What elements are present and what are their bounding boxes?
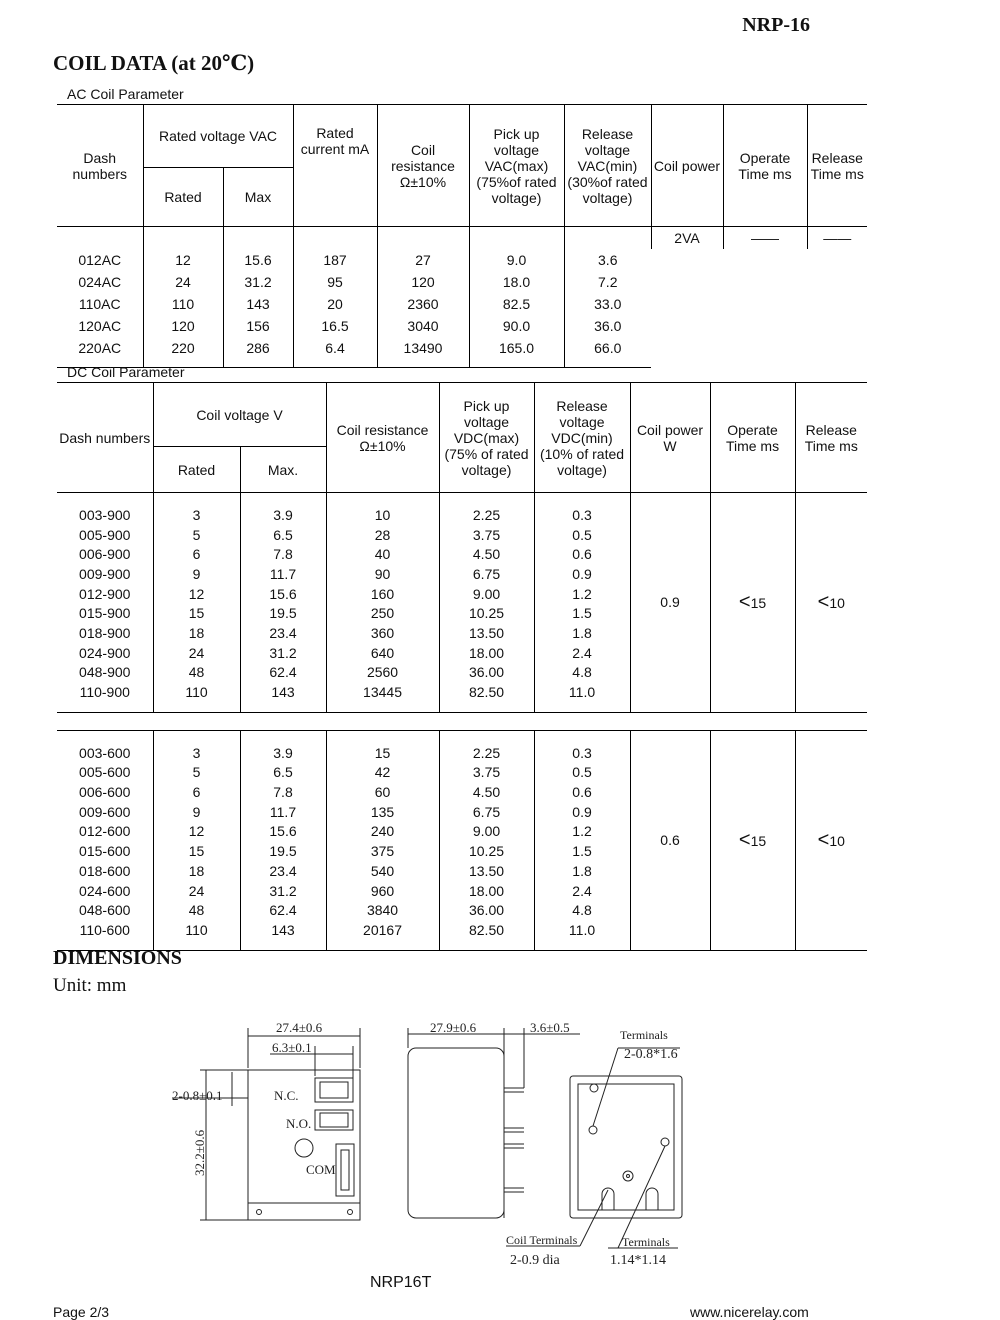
dc-rated-cell: 110 <box>153 920 240 940</box>
dc-operate-value <box>710 730 795 950</box>
ac-resistance-cell: 120 <box>377 271 469 293</box>
terminals-2-spec: 1.14*1.14 <box>610 1253 666 1268</box>
ac-hdr-power: Coil power <box>651 105 723 227</box>
ac-resistance-cell: 3040 <box>377 315 469 337</box>
dc-rated-cell: 9 <box>153 802 240 822</box>
dc-power-value: 0.9 <box>630 493 710 713</box>
ac-rated-cell: 120 <box>143 315 223 337</box>
dc-max-cell: 15.6 <box>240 822 326 842</box>
dc-dash-cell: 110-900 <box>79 684 130 701</box>
dc-resistance-cell: 375 <box>326 841 439 861</box>
dc-dash-cell: 110-600 <box>79 921 130 938</box>
ac-power-value: 2VA <box>651 227 723 250</box>
ac-release-cell: 7.2 <box>564 271 651 293</box>
dimension-drawing <box>150 1008 710 1270</box>
ac-rated-cell: 110 <box>143 293 223 315</box>
ac-hdr-dash: Dash numbers <box>57 105 143 227</box>
ac-dash-cell: 120AC <box>78 318 122 334</box>
dc-rated-cell: 24 <box>153 881 240 901</box>
ac-resistance-cell: 2360 <box>377 293 469 315</box>
dc-dash-cell: 003-600 <box>79 744 131 761</box>
less-than-symbol: < <box>738 828 751 851</box>
dc-power-value: 0.6 <box>630 730 710 950</box>
ac-rated-cell: 12 <box>143 249 223 271</box>
dc-max-cell: 19.5 <box>240 841 326 861</box>
dc-pad-cell <box>240 702 326 713</box>
dc-max-cell: 7.8 <box>240 544 326 564</box>
com-terminal <box>336 1144 354 1196</box>
ac-max-cell: 286 <box>223 337 293 359</box>
dc-resistance-cell: 42 <box>326 763 439 783</box>
front-view-body <box>248 1070 360 1220</box>
dc-release-cell: 11.0 <box>534 920 630 940</box>
ac-hdr-resistance-label: Coil resistance <box>391 141 455 174</box>
dc-rated-cell: 18 <box>153 623 240 643</box>
dc-pad-cell <box>534 702 630 713</box>
dc-rated-cell: 24 <box>153 643 240 663</box>
dc-release-cell: 0.6 <box>534 544 630 564</box>
dc-dash-cell: 048-600 <box>79 902 131 919</box>
dc-release-cell: 1.8 <box>534 861 630 881</box>
dc-release-cell: 2.4 <box>534 643 630 663</box>
com-terminal-inner <box>341 1150 349 1190</box>
dc-hdr-resistance-label: Coil resistance <box>336 421 429 438</box>
dc-max-cell: 31.2 <box>240 881 326 901</box>
coil-terminals-spec: 2-0.9 dia <box>510 1253 560 1268</box>
time-value: 10 <box>829 832 845 849</box>
side-width-label: 27.9±0.6 <box>430 1020 477 1035</box>
ac-resistance-cell: 13490 <box>377 337 469 359</box>
side-pin-len-label: 3.6±0.5 <box>530 1020 570 1035</box>
dim-height-label: 32.2±0.6 <box>192 1129 207 1176</box>
ac-release-value: —— <box>807 227 867 250</box>
terminals-spec: 2-0.8*1.6 <box>624 1047 678 1062</box>
dc-rated-cell: 12 <box>153 584 240 604</box>
dc-pad-cell <box>439 730 534 743</box>
dc-max-cell: 6.5 <box>240 525 326 545</box>
dc-pad-cell <box>439 702 534 713</box>
side-view-body <box>408 1048 504 1218</box>
dc-resistance-cell: 640 <box>326 643 439 663</box>
document-id: NRP-16 <box>742 14 810 36</box>
dc-release-value <box>795 730 867 950</box>
dc-pad-cell <box>240 940 326 951</box>
dc-dash-cell: 012-600 <box>79 823 131 840</box>
dc-pad-cell <box>534 940 630 951</box>
time-value: 10 <box>829 594 845 611</box>
dc-rated-cell: 3 <box>153 743 240 763</box>
time-value: 15 <box>750 594 767 611</box>
dc-resistance-cell: 60 <box>326 782 439 802</box>
dc-max-cell: 11.7 <box>240 802 326 822</box>
page-number: Page 2/3 <box>53 1304 110 1320</box>
dc-dash-cell: 006-900 <box>79 546 131 563</box>
dc-release-value <box>795 493 867 713</box>
dimensions-title: DIMENSIONS <box>53 947 182 969</box>
dc-dash-cell: 005-600 <box>79 764 131 781</box>
dc-max-cell: 11.7 <box>240 564 326 584</box>
dc-coil-block <box>57 362 867 951</box>
dc-pickup-cell: 36.00 <box>439 663 534 683</box>
ac-coil-block <box>57 84 867 368</box>
dc-release-cell: 0.3 <box>534 743 630 763</box>
dc-dash-cell: 003-900 <box>79 506 131 523</box>
no-terminal-inner <box>320 1113 348 1127</box>
nc-terminal-inner <box>320 1082 348 1098</box>
dc-max-cell: 31.2 <box>240 643 326 663</box>
dc-dash-cell: 018-900 <box>79 624 131 641</box>
dc-dash-cell: 009-600 <box>79 803 131 820</box>
dc-resistance-cell: 135 <box>326 802 439 822</box>
dc-pad-cell <box>153 730 240 743</box>
ac-hdr-pickup: Pick up voltage VAC(max) (75%of rated voltage) <box>469 105 564 227</box>
dc-release-cell: 1.8 <box>534 623 630 643</box>
dc-pickup-cell: 6.75 <box>439 802 534 822</box>
ac-current-cell: 187 <box>293 249 377 271</box>
ac-dash-cell: 110AC <box>78 296 121 312</box>
dc-resistance-cell: 20167 <box>326 920 439 940</box>
dc-release-cell: 0.9 <box>534 802 630 822</box>
dc-pickup-cell: 6.75 <box>439 564 534 584</box>
dc-pickup-cell: 9.00 <box>439 584 534 604</box>
coil-terminals-label: Coil Terminals <box>506 1233 578 1247</box>
dc-dash-cell: 005-900 <box>79 526 131 543</box>
dc-pickup-cell: 10.25 <box>439 841 534 861</box>
dc-resistance-cell: 90 <box>326 564 439 584</box>
bottom-view-slot-top <box>590 1084 598 1092</box>
ac-max-cell: 156 <box>223 315 293 337</box>
dc-rated-cell: 15 <box>153 841 240 861</box>
dc-pad-cell <box>439 940 534 951</box>
ac-hdr-resistance-tol: Ω±10% <box>399 173 447 190</box>
ac-hdr-current: Rated current mA <box>293 105 377 227</box>
dc-pad-cell <box>153 493 240 506</box>
dc-group-gap <box>57 712 867 730</box>
ac-table-row <box>57 337 867 359</box>
dc-resistance-cell: 28 <box>326 525 439 545</box>
dim-pin-offset-label: 6.3±0.1 <box>272 1040 312 1055</box>
dc-rated-cell: 48 <box>153 900 240 920</box>
dc-max-cell: 62.4 <box>240 663 326 683</box>
ac-section-label: AC Coil Parameter <box>57 84 867 105</box>
bottom-view-coil-center <box>623 1171 633 1181</box>
dc-pickup-cell: 2.25 <box>439 743 534 763</box>
dc-max-cell: 23.4 <box>240 623 326 643</box>
dc-resistance-cell: 15 <box>326 743 439 763</box>
ac-current-cell: 16.5 <box>293 315 377 337</box>
dc-dash-cell: 048-900 <box>79 664 131 681</box>
front-view-hole-right <box>348 1210 353 1215</box>
ac-table-row <box>57 293 867 315</box>
dc-max-cell: 143 <box>240 682 326 702</box>
dc-release-cell: 4.8 <box>534 900 630 920</box>
ac-max-cell: 31.2 <box>223 271 293 293</box>
dc-release-cell: 11.0 <box>534 682 630 702</box>
less-than-symbol: < <box>738 590 751 613</box>
ac-rated-cell: 220 <box>143 337 223 359</box>
ac-table-row <box>57 315 867 337</box>
dc-pad-cell <box>57 493 153 506</box>
dc-release-cell: 4.8 <box>534 663 630 683</box>
dc-pickup-cell: 9.00 <box>439 822 534 842</box>
dc-rows <box>57 493 867 951</box>
dc-gap-cell <box>57 712 867 730</box>
ac-hdr-release-time: Release Time ms <box>807 105 867 227</box>
dc-release-cell: 2.4 <box>534 881 630 901</box>
dc-hdr-coil-voltage: Coil voltage V <box>153 383 326 447</box>
dc-rated-cell: 18 <box>153 861 240 881</box>
dc-release-cell: 1.5 <box>534 603 630 623</box>
ac-rated-cell: 24 <box>143 271 223 293</box>
dc-rated-cell: 110 <box>153 682 240 702</box>
dc-resistance-cell: 160 <box>326 584 439 604</box>
dc-pad-cell <box>326 940 439 951</box>
bottom-view-terminal-1 <box>589 1126 597 1134</box>
dc-pickup-cell: 18.00 <box>439 643 534 663</box>
dc-max-cell: 143 <box>240 920 326 940</box>
ac-max-cell: 15.6 <box>223 249 293 271</box>
dc-pad-cell <box>326 493 439 506</box>
dc-resistance-cell: 3840 <box>326 900 439 920</box>
ac-current-cell: 20 <box>293 293 377 315</box>
front-view-hole-left <box>257 1210 262 1215</box>
dim-pin-label: 2-0.8±0.1 <box>172 1088 223 1103</box>
bottom-view-coil-center-dot <box>627 1175 630 1178</box>
ac-dash-cell: 012AC <box>78 252 122 268</box>
dc-pad-cell <box>439 493 534 506</box>
ac-release-cell: 66.0 <box>564 337 651 359</box>
dc-rated-cell: 6 <box>153 544 240 564</box>
dc-pickup-cell: 18.00 <box>439 881 534 901</box>
dc-release-cell: 0.5 <box>534 525 630 545</box>
coil-data-title: COIL DATA (at 20℃) <box>53 51 255 75</box>
ac-hdr-rated: Rated <box>143 168 223 227</box>
ac-current-cell: 6.4 <box>293 337 377 359</box>
ac-release-cell: 33.0 <box>564 293 651 315</box>
model-label: NRP16T <box>370 1274 432 1291</box>
dc-release-cell: 0.3 <box>534 505 630 525</box>
dc-max-cell: 62.4 <box>240 900 326 920</box>
dc-resistance-cell: 240 <box>326 822 439 842</box>
ac-pickup-cell: 82.5 <box>469 293 564 315</box>
ac-dash-cell: 220AC <box>78 340 122 356</box>
dc-pad-cell <box>153 702 240 713</box>
dc-hdr-release-time: Release Time ms <box>795 383 867 493</box>
ac-current-cell: 95 <box>293 271 377 293</box>
dc-hdr-operate: Operate Time ms <box>710 383 795 493</box>
dc-resistance-cell: 2560 <box>326 663 439 683</box>
dc-hdr-resistance <box>326 383 439 493</box>
dc-group-top-padding <box>57 730 867 743</box>
leader-terminals <box>593 1048 618 1126</box>
dc-operate-value <box>710 493 795 713</box>
ac-resistance-cell: 27 <box>377 249 469 271</box>
bottom-view-body <box>570 1076 682 1218</box>
dc-pickup-cell: 4.50 <box>439 544 534 564</box>
com-label: COM <box>306 1162 336 1177</box>
dc-pad-cell <box>57 730 153 743</box>
dc-release-cell: 0.6 <box>534 782 630 802</box>
dc-resistance-cell: 960 <box>326 881 439 901</box>
dc-resistance-cell: 13445 <box>326 682 439 702</box>
nc-label: N.C. <box>274 1088 299 1103</box>
website: www.nicerelay.com <box>690 1304 809 1320</box>
dc-dash-cell: 012-900 <box>79 585 131 602</box>
dc-rated-cell: 5 <box>153 525 240 545</box>
dc-release-cell: 1.2 <box>534 584 630 604</box>
dc-hdr-power: Coil power W <box>630 383 710 493</box>
bottom-view-slot-right <box>646 1188 658 1210</box>
dc-pickup-cell: 13.50 <box>439 623 534 643</box>
dc-release-cell: 1.5 <box>534 841 630 861</box>
dc-pickup-cell: 4.50 <box>439 782 534 802</box>
ac-pickup-cell: 165.0 <box>469 337 564 359</box>
dc-max-cell: 19.5 <box>240 603 326 623</box>
no-label: N.O. <box>286 1116 312 1131</box>
dc-hdr-rated: Rated <box>153 447 240 493</box>
dc-dash-cell: 024-600 <box>79 882 131 899</box>
dc-pad-cell <box>534 730 630 743</box>
dc-rated-cell: 48 <box>153 663 240 683</box>
dc-max-cell: 3.9 <box>240 505 326 525</box>
dc-section-label: DC Coil Parameter <box>57 362 867 383</box>
dim-width-label: 27.4±0.6 <box>276 1020 323 1035</box>
dc-dash-cell: 009-900 <box>79 565 131 582</box>
terminals-label: Terminals <box>620 1028 668 1042</box>
less-than-symbol: < <box>817 828 830 851</box>
dc-pickup-cell: 82.50 <box>439 920 534 940</box>
dc-hdr-release-voltage: Release voltage VDC(min) (10% of rated voltage) <box>534 383 630 493</box>
terminals-2-label: Terminals <box>622 1235 670 1249</box>
dc-resistance-cell: 10 <box>326 505 439 525</box>
dc-hdr-max: Max. <box>240 447 326 493</box>
dc-max-cell: 15.6 <box>240 584 326 604</box>
dc-resistance-cell: 360 <box>326 623 439 643</box>
dc-hdr-pickup: Pick up voltage VDC(max) (75% of rated voltage) <box>439 383 534 493</box>
bottom-view-inner <box>578 1084 674 1210</box>
ac-hdr-resistance <box>377 105 469 227</box>
dc-hdr-dash: Dash numbers <box>57 383 153 493</box>
ac-table-row <box>57 249 867 271</box>
unit-label: Unit: mm <box>53 975 127 996</box>
time-value: 15 <box>750 832 767 849</box>
dc-max-cell: 7.8 <box>240 782 326 802</box>
dc-pickup-cell: 2.25 <box>439 505 534 525</box>
dc-max-cell: 6.5 <box>240 763 326 783</box>
dc-pad-cell <box>57 702 153 713</box>
ac-coil-table <box>57 105 867 368</box>
ac-operate-value: —— <box>723 227 807 250</box>
dc-pad-cell <box>240 493 326 506</box>
dc-resistance-cell: 540 <box>326 861 439 881</box>
dc-pickup-cell: 10.25 <box>439 603 534 623</box>
dc-release-cell: 0.5 <box>534 763 630 783</box>
dc-pad-cell <box>240 730 326 743</box>
ac-dash-cell: 024AC <box>78 274 122 290</box>
ac-hdr-release-voltage: Release voltage VAC(min) (30%of rated voltage) <box>564 105 651 227</box>
dc-pickup-cell: 36.00 <box>439 900 534 920</box>
ac-release-cell: 3.6 <box>564 249 651 271</box>
dc-dash-cell: 015-600 <box>79 843 131 860</box>
ac-hdr-max: Max <box>223 168 293 227</box>
dc-dash-cell: 006-600 <box>79 784 131 801</box>
dc-hdr-resistance-tol: Ω±10% <box>359 437 406 454</box>
dc-rated-cell: 15 <box>153 603 240 623</box>
dc-group-top-padding <box>57 493 867 506</box>
front-view-coil-pin <box>295 1139 313 1157</box>
dc-dash-cell: 024-900 <box>79 644 131 661</box>
ac-table-row <box>57 271 867 293</box>
dc-resistance-cell: 40 <box>326 544 439 564</box>
dc-dash-cell: 015-900 <box>79 605 131 622</box>
dc-resistance-cell: 250 <box>326 603 439 623</box>
dc-rated-cell: 3 <box>153 505 240 525</box>
dc-pad-cell <box>326 730 439 743</box>
ac-pickup-cell: 18.0 <box>469 271 564 293</box>
dc-dash-cell: 018-600 <box>79 862 131 879</box>
dc-pad-cell <box>534 493 630 506</box>
dc-rated-cell: 5 <box>153 763 240 783</box>
dc-release-cell: 1.2 <box>534 822 630 842</box>
ac-pickup-cell: 90.0 <box>469 315 564 337</box>
bottom-view-terminal-2 <box>661 1138 669 1146</box>
ac-max-cell: 143 <box>223 293 293 315</box>
dc-max-cell: 23.4 <box>240 861 326 881</box>
ac-rows <box>57 249 867 359</box>
dc-pickup-cell: 3.75 <box>439 763 534 783</box>
ac-release-cell: 36.0 <box>564 315 651 337</box>
ac-hdr-rated-voltage: Rated voltage VAC <box>143 105 293 168</box>
dc-coil-table <box>57 383 867 951</box>
dc-rated-cell: 6 <box>153 782 240 802</box>
dc-pad-cell <box>326 702 439 713</box>
dc-release-cell: 0.9 <box>534 564 630 584</box>
dc-pickup-cell: 13.50 <box>439 861 534 881</box>
dc-max-cell: 3.9 <box>240 743 326 763</box>
ac-pickup-cell: 9.0 <box>469 249 564 271</box>
dc-rated-cell: 9 <box>153 564 240 584</box>
dc-pickup-cell: 3.75 <box>439 525 534 545</box>
less-than-symbol: < <box>817 590 830 613</box>
ac-hdr-operate: Operate Time ms <box>723 105 807 227</box>
dc-pickup-cell: 82.50 <box>439 682 534 702</box>
dc-rated-cell: 12 <box>153 822 240 842</box>
